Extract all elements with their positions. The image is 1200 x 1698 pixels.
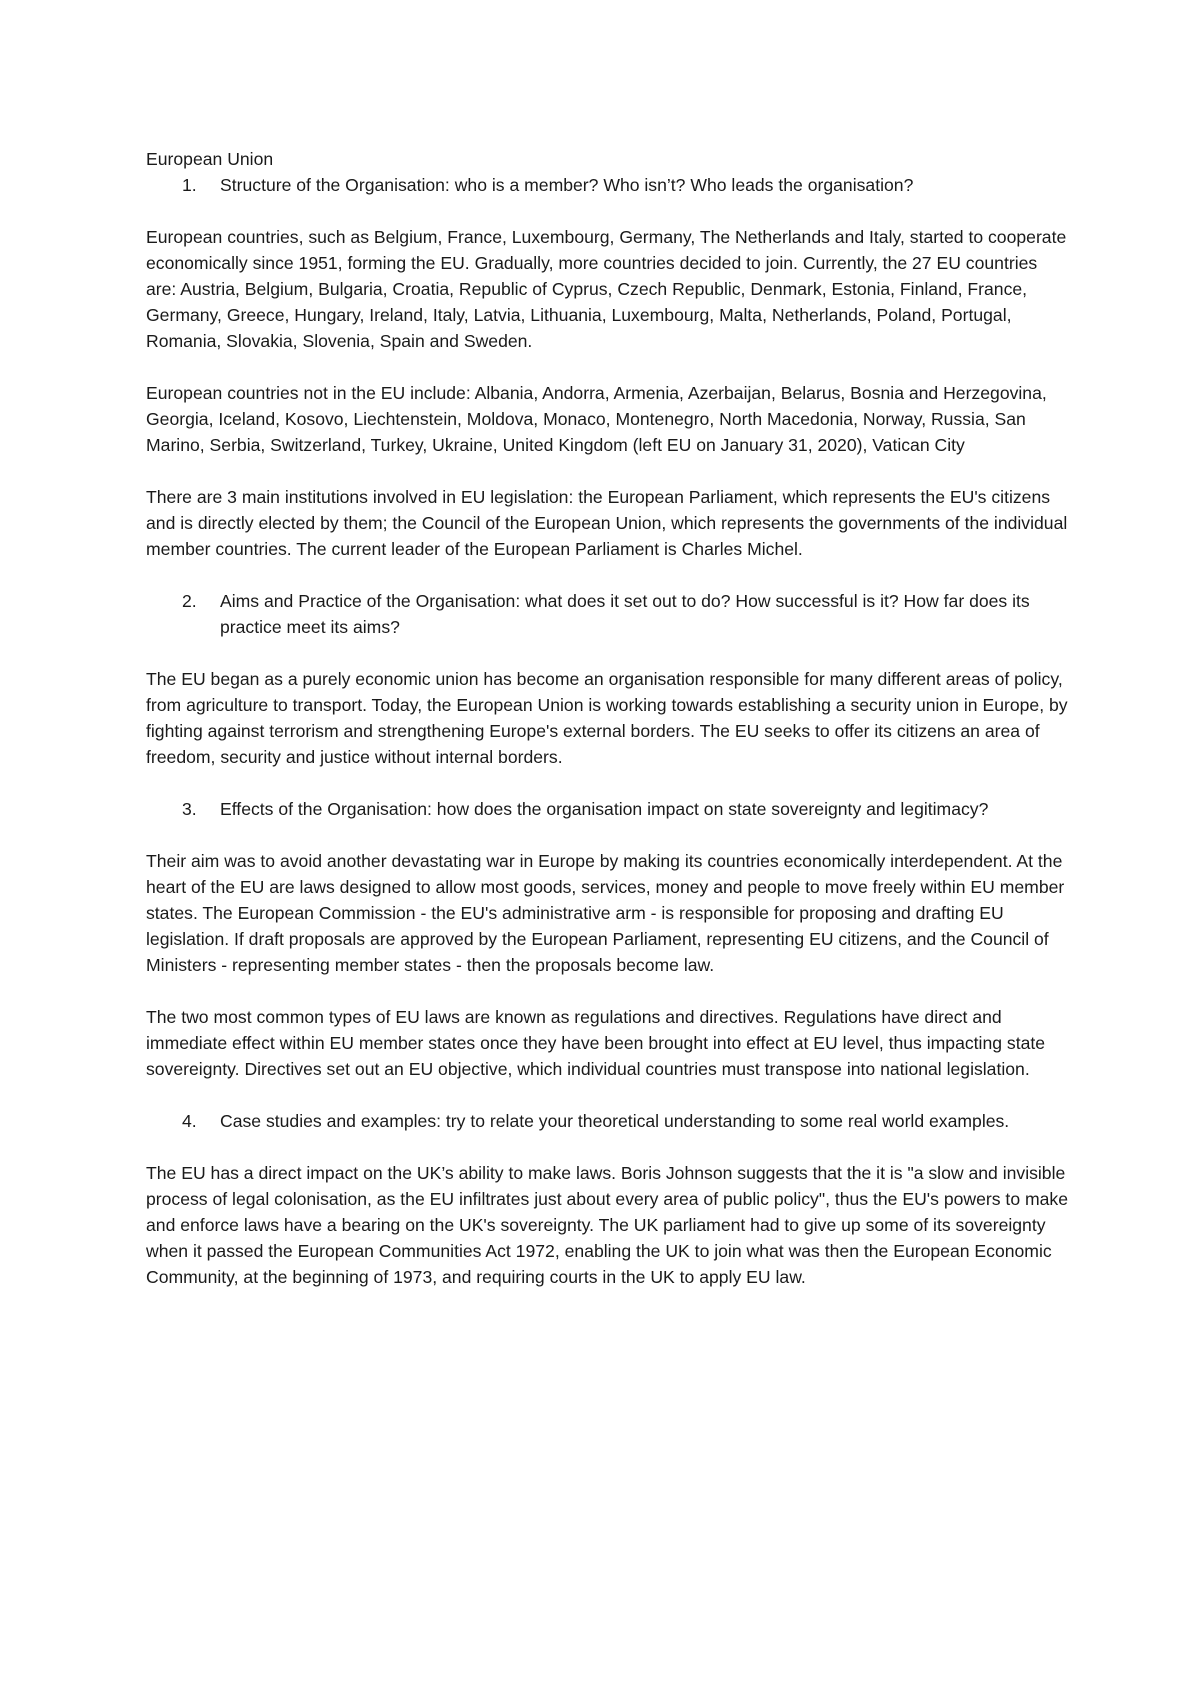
question-number: 3. bbox=[182, 799, 197, 819]
question-text: Aims and Practice of the Organisation: what does it set out to do? How successful is it? How far does its practice meet its aims? bbox=[220, 591, 1030, 637]
question-text: Structure of the Organisation: who is a member? Who isn’t? Who leads the organisation? bbox=[220, 175, 914, 195]
question-4 bbox=[146, 1108, 1068, 1134]
question-text: Case studies and examples: try to relate your theoretical understanding to some real world examples. bbox=[220, 1111, 1010, 1131]
question-3 bbox=[146, 796, 1068, 822]
document-page bbox=[146, 146, 1068, 1290]
question-2 bbox=[146, 588, 1068, 640]
paragraph: The two most common types of EU laws are known as regulations and directives. Regulations have direct and immediate effect within EU member states once they have been brought into effect at EU level, thus impacting state sovereignty. Directives set out an EU objective, which individual countries must transpose into national legislation. bbox=[146, 1007, 1046, 1079]
paragraph: Their aim was to avoid another devastating war in Europe by making its countries economically interdependent. At the heart of the EU are laws designed to allow most goods, services, money and people to move freely within EU member states. The European Commission - the EU's administrative arm - is responsible for proposing and drafting EU legislation. If draft proposals are approved by the European Parliament, representing EU citizens, and the Council of Ministers - representing member states - then the proposals become law. bbox=[146, 851, 1065, 975]
document-title: European Union bbox=[146, 149, 274, 169]
question-text: Effects of the Organisation: how does the organisation impact on state sovereignty and legitimacy? bbox=[220, 799, 989, 819]
paragraph: There are 3 main institutions involved in EU legislation: the European Parliament, which represents the EU's citizens and is directly elected by them; the Council of the European Union, which represents the governments of the individual member countries. The current leader of the European Parliament is Charles Michel. bbox=[146, 487, 1068, 559]
question-number: 4. bbox=[182, 1111, 197, 1131]
paragraph: The EU has a direct impact on the UK’s ability to make laws. Boris Johnson suggests that the it is "a slow and invisible process of legal colonisation, as the EU infiltrates just about every area of public policy", thus the EU's powers to make and enforce laws have a bearing on the UK's sovereignty. The UK parliament had to give up some of its sovereignty when it passed the European Communities Act 1972, enabling the UK to join what was then the European Economic Community, at the beginning of 1973, and requiring courts in the UK to apply EU law. bbox=[146, 1163, 1069, 1287]
question-number: 2. bbox=[182, 591, 197, 611]
question-1 bbox=[146, 172, 1068, 198]
question-number: 1. bbox=[182, 175, 197, 195]
paragraph: European countries, such as Belgium, France, Luxembourg, Germany, The Netherlands and Italy, started to cooperate economically since 1951, forming the EU. Gradually, more countries decided to join. Currently, the 27 EU countries are: Austria, Belgium, Bulgaria, Croatia, Republic of Cyprus, Czech Republic, Denmark, Estonia, Finland, France, Germany, Greece, Hungary, Ireland, Italy, Latvia, Lithuania, Luxembourg, Malta, Netherlands, Poland, Portugal, Romania, Slovakia, Slovenia, Spain and Sweden. bbox=[146, 227, 1067, 351]
paragraph: European countries not in the EU include: Albania, Andorra, Armenia, Azerbaijan, Belarus, Bosnia and Herzegovina, Georgia, Iceland, Kosovo, Liechtenstein, Moldova, Monaco, Montenegro, North Macedonia, Norway, Russia, San Marino, Serbia, Switzerland, Turkey, Ukraine, United Kingdom (left EU on January 31, 2020), Vatican City bbox=[146, 383, 1047, 455]
paragraph: The EU began as a purely economic union has become an organisation responsible for many different areas of policy, from agriculture to transport. Today, the European Union is working towards establishing a security union in Europe, by fighting against terrorism and strengthening Europe's external borders. The EU seeks to offer its citizens an area of freedom, security and justice without internal borders. bbox=[146, 669, 1068, 767]
